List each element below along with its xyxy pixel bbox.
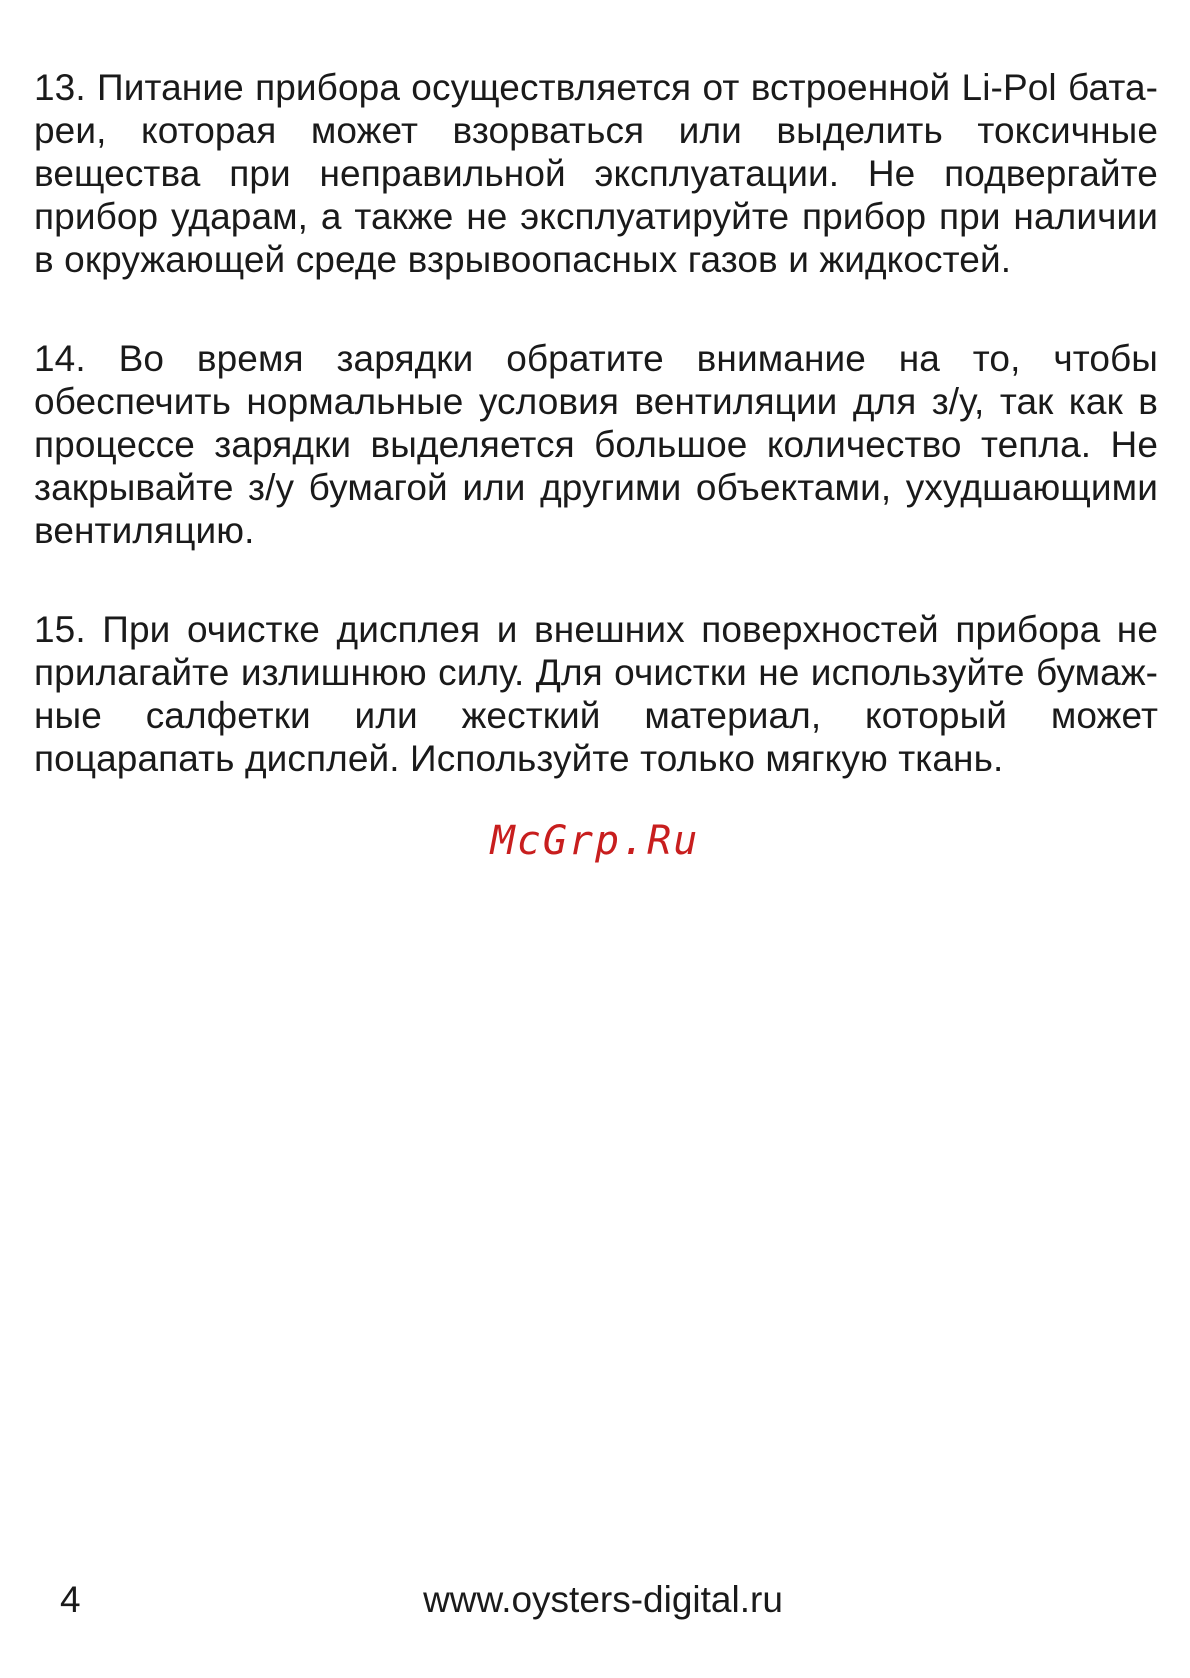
footer-url: www.oysters-digital.ru	[423, 1579, 783, 1620]
document-body	[34, 66, 1158, 836]
paragraph-14: 14. Во время зарядки обратите внимание на то, чтобы обеспечить нормальные условия вентиляции для з/у, так как в процессе зарядки выделяется большое количество тепла. Не закрывайте з/у бумагой или другими объектами, ухудшающими вентиляцию.	[34, 338, 1158, 551]
watermark: McGrp.Ru	[490, 818, 700, 864]
page-number: 4	[60, 1579, 81, 1620]
paragraph-15: 15. При очистке дисплея и внешних поверхностей прибора не прилагайте излишнюю силу. Для очистки не используйте бумажные салфетки или жесткий материал, который может поцарапать дисплей. Используйте только мягкую ткань.	[34, 609, 1158, 779]
paragraph-13: 13. Питание прибора осуществляется от встроенной Li-Pol батареи, которая может взорваться или выделить токсичные вещества при неправильной эксплуатации. Не подвергайте прибор ударам, а также не эксплуатируйте прибор при наличии в окружающей среде взрывоопасных газов и жидкостей.	[34, 67, 1158, 280]
